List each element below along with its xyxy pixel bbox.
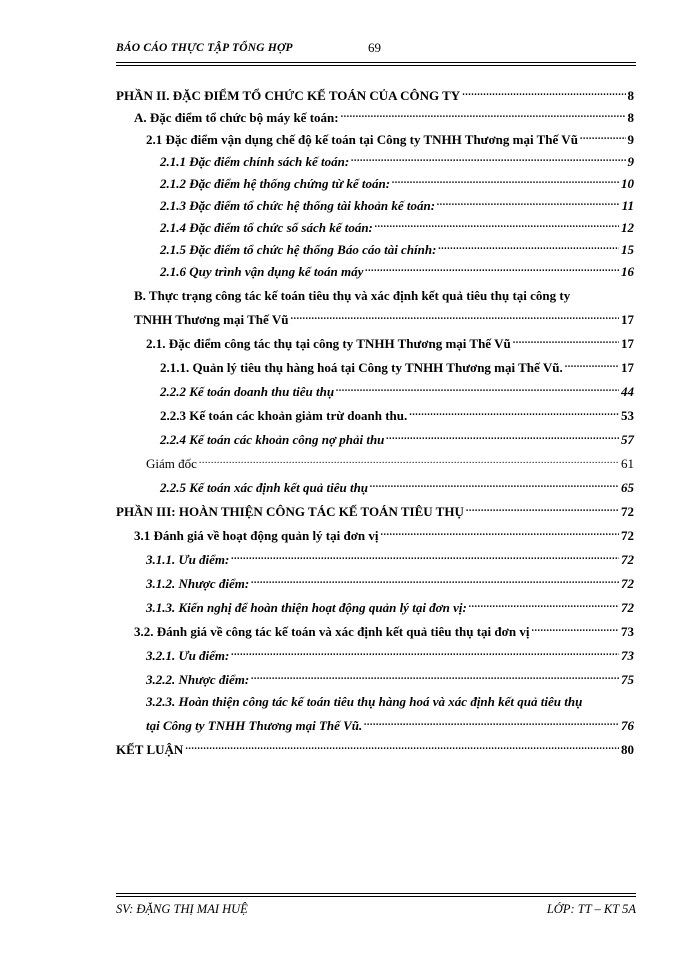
dot-leader: [462, 87, 625, 101]
toc-entry-page: 72: [621, 600, 634, 615]
toc-entry-text-line2: TNHH Thương mại Thế Vũ: [134, 312, 289, 327]
dot-leader: [466, 503, 619, 517]
toc-entry[interactable]: [146, 128, 634, 148]
toc-entry[interactable]: [146, 572, 634, 592]
toc-entry-text: 2.1. Đặc điểm công tác thụ tại công ty TNHH Thương mại Thế Vũ: [146, 336, 511, 351]
toc-entry-page: 73: [621, 648, 634, 663]
dot-leader: [231, 647, 619, 661]
toc-entry-text: 3.1 Đánh giá về hoạt động quản lý tại đơn vị: [134, 528, 379, 543]
dot-leader: [341, 109, 626, 123]
toc-entry-text: 2.2.2 Kế toán doanh thu tiêu thụ: [160, 384, 335, 399]
toc-entry[interactable]: [134, 620, 634, 640]
toc-entry-text: 3.1.1. Ưu điểm:: [146, 552, 230, 567]
toc-entry-page: 12: [621, 220, 634, 235]
dot-leader: [351, 153, 625, 167]
page-header: [116, 40, 636, 62]
toc-entry[interactable]: [146, 596, 634, 616]
dot-leader: [185, 741, 619, 755]
toc-entry-page: 72: [621, 552, 634, 567]
dot-leader: [251, 575, 619, 589]
dot-leader: [580, 131, 626, 145]
toc-entry[interactable]: [160, 216, 634, 236]
toc-entry-text: 2.2.3 Kế toán các khoản giảm trừ doanh thu.: [160, 408, 408, 423]
toc-entry-text: 3.1.2. Nhược điểm:: [146, 576, 250, 591]
toc-entry-text: 2.1.5 Đặc điểm tổ chức hệ thống Báo cáo tài chính:: [160, 242, 437, 257]
toc-entry-page: 8: [627, 88, 634, 103]
toc-entry[interactable]: [160, 238, 634, 258]
toc-entry-page: 44: [621, 384, 634, 399]
header-rule: [116, 62, 636, 66]
dot-leader: [364, 717, 619, 731]
dot-leader: [469, 599, 619, 613]
toc-entry-text: 2.1.3 Đặc điểm tổ chức hệ thống tài khoản kế toán:: [160, 198, 436, 213]
toc-entry-page: 8: [627, 110, 634, 125]
page-number: 69: [368, 40, 381, 55]
toc-entry-text: Giám đốc: [146, 456, 197, 471]
toc-entry-page: 17: [621, 336, 634, 351]
toc-entry[interactable]: [160, 380, 634, 400]
report-title: BÁO CÁO THỰC TẬP TỔNG HỢP: [116, 42, 293, 54]
toc-entry[interactable]: [116, 738, 634, 758]
toc-entry-page: 72: [621, 528, 634, 543]
toc-entry-page: 9: [627, 154, 634, 169]
toc-entry-page: 73: [621, 624, 634, 639]
dot-leader: [370, 479, 619, 493]
toc-entry-text: 2.1.4 Đặc điểm tổ chức sổ sách kế toán:: [160, 220, 373, 235]
toc-entry-page: 9: [627, 132, 634, 147]
toc-entry-text: PHẦN III: HOÀN THIỆN CÔNG TÁC KẾ TOÁN TIÊU THỤ: [116, 504, 464, 519]
dot-leader: [375, 219, 619, 233]
toc-entry-page: 72: [621, 504, 634, 519]
dot-leader: [565, 359, 619, 373]
toc-entry[interactable]: [160, 150, 634, 170]
class-label: LỚP: TT – KT 5A: [546, 902, 636, 916]
toc-entry[interactable]: [134, 308, 634, 328]
toc-entry[interactable]: [116, 84, 634, 104]
dot-leader: [437, 197, 620, 211]
page-footer: [116, 902, 636, 924]
dot-leader: [199, 455, 619, 469]
toc-entry-text: 3.2.2. Nhược điểm:: [146, 672, 250, 687]
toc-entry-page: 17: [621, 360, 634, 375]
dot-leader: [365, 263, 619, 277]
toc-entry-page: 61: [621, 456, 634, 471]
toc-entry-page: 15: [621, 242, 634, 257]
dot-leader: [386, 431, 619, 445]
student-name: SV: ĐẶNG THỊ MAI HUỆ: [116, 902, 248, 916]
dot-leader: [251, 671, 619, 685]
toc-entry[interactable]: [160, 194, 634, 214]
toc-entry-text: 2.1.6 Quy trình vận dụng kế toán máy: [160, 264, 364, 279]
toc-entry-text: KẾT LUẬN: [116, 742, 184, 757]
toc-entry-text: 3.2.1. Ưu điểm:: [146, 648, 230, 663]
toc-entry[interactable]: [160, 428, 634, 448]
dot-leader: [336, 383, 619, 397]
toc-entry-text: 2.1.1 Đặc điểm chính sách kế toán:: [160, 154, 350, 169]
toc-entry-page: 76: [621, 718, 634, 733]
toc-entry-page: 17: [621, 312, 634, 327]
toc-entry-text: 2.2.5 Kế toán xác định kết quả tiêu thụ: [160, 480, 369, 495]
toc-entry[interactable]: [160, 476, 634, 496]
toc-entry[interactable]: [160, 404, 634, 424]
toc-entry[interactable]: [160, 172, 634, 192]
dot-leader: [290, 311, 619, 325]
toc-entry[interactable]: [146, 452, 634, 472]
toc-entry[interactable]: [160, 260, 634, 280]
toc-entry[interactable]: [134, 524, 634, 544]
dot-leader: [381, 527, 619, 541]
toc-entry-text-line2: tại Công ty TNHH Thương mại Thế Vũ.: [146, 718, 363, 733]
toc-entry-page: 10: [621, 176, 634, 191]
toc-entry-text: 2.1.1. Quản lý tiêu thụ hàng hoá tại Công ty TNHH Thương mại Thế Vũ.: [160, 360, 563, 375]
toc-entry[interactable]: [160, 356, 634, 376]
toc-entry-page: 57: [621, 432, 634, 447]
toc-entry-page: 65: [621, 480, 634, 495]
dot-leader: [409, 407, 619, 421]
toc-entry-page: 11: [621, 198, 634, 213]
dot-leader: [392, 175, 619, 189]
toc-entry[interactable]: [146, 332, 634, 352]
dot-leader: [438, 241, 619, 255]
toc-entry-page: 53: [621, 408, 634, 423]
dot-leader: [513, 335, 619, 349]
toc-entry-text: 2.1.2 Đặc điểm hệ thống chứng từ kế toán:: [160, 176, 391, 191]
toc-entry[interactable]: [146, 644, 634, 664]
toc-entry-page: 16: [621, 264, 634, 279]
toc-entry-text: 3.2. Đánh giá về công tác kế toán và xác định kết quả tiêu thụ tại đơn vị: [134, 624, 530, 639]
toc-entry-page: 80: [621, 742, 634, 757]
toc-entry[interactable]: [116, 500, 634, 520]
toc-entry[interactable]: [146, 548, 634, 568]
toc-entry[interactable]: [134, 106, 634, 126]
toc-entry-text: 3.1.3. Kiến nghị để hoàn thiện hoạt động quản lý tại đơn vị:: [146, 600, 467, 615]
dot-leader: [531, 623, 619, 637]
toc-entry-text: 2.2.4 Kế toán các khoản công nợ phải thu: [160, 432, 385, 447]
toc-entry-page: 72: [621, 576, 634, 591]
toc-entry-text: A. Đặc điểm tổ chức bộ máy kế toán:: [134, 110, 339, 125]
toc-entry-text: PHẦN II. ĐẶC ĐIỂM TỔ CHỨC KẾ TOÁN CỦA CÔNG TY: [116, 88, 461, 103]
toc-entry-page: 75: [621, 672, 634, 687]
toc-entry[interactable]: [146, 668, 634, 688]
toc-entry-text-line1[interactable]: 3.2.3. Hoàn thiện công tác kế toán tiêu thụ hàng hoá và xác định kết quả tiêu thụ: [146, 694, 583, 709]
toc-entry-text-line1[interactable]: B. Thực trạng công tác kế toán tiêu thụ và xác định kết quả tiêu thụ tại công ty: [134, 288, 571, 303]
footer-rule: [116, 893, 636, 897]
toc-entry-text: 2.1 Đặc điểm vận dụng chế độ kế toán tại Công ty TNHH Thương mại Thế Vũ: [146, 132, 578, 147]
toc-entry[interactable]: [146, 714, 634, 734]
dot-leader: [231, 551, 619, 565]
